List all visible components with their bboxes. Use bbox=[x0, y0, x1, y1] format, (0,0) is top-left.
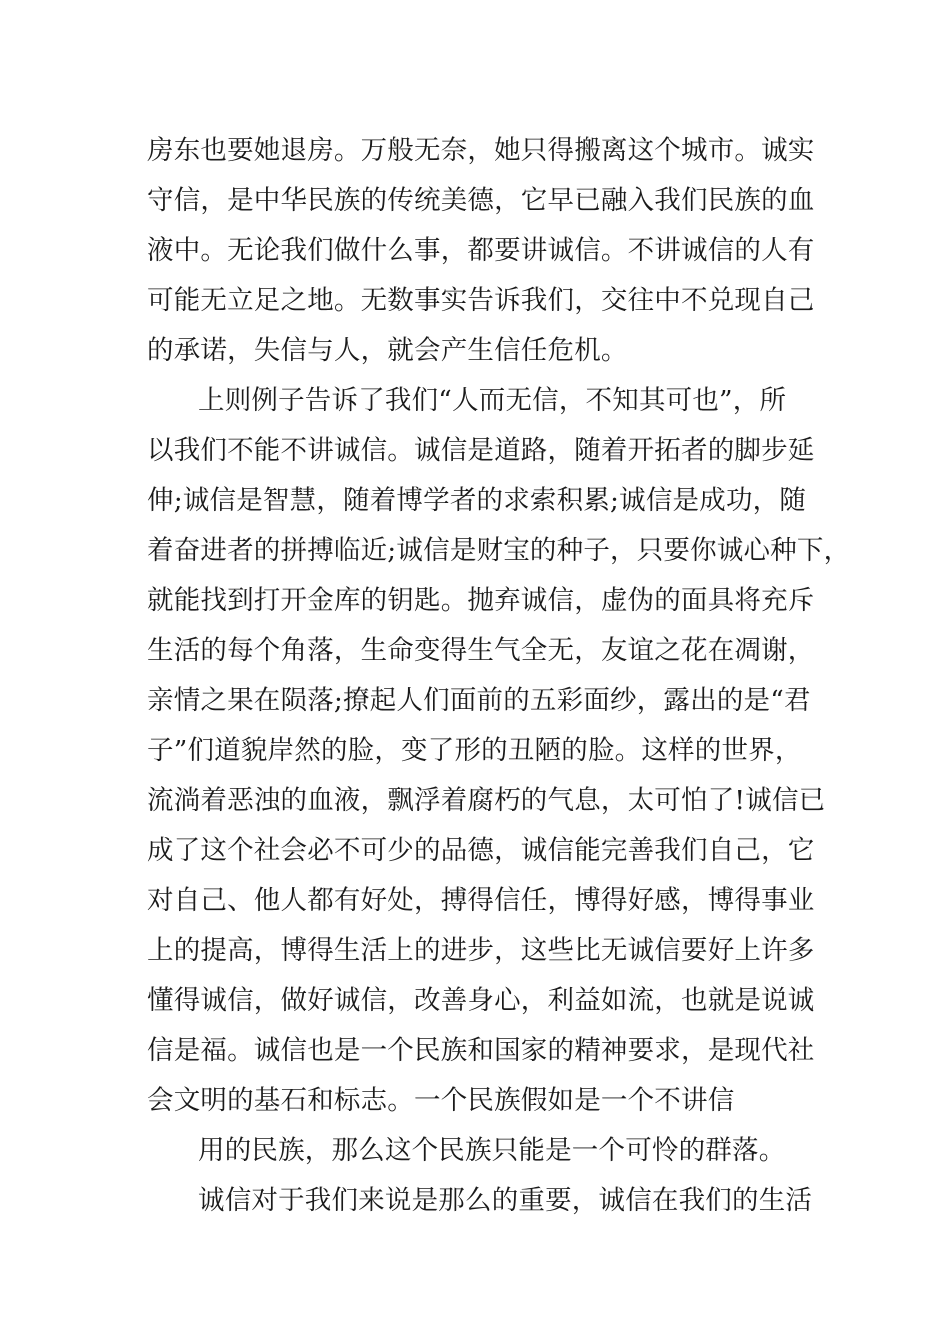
text-line: 上的提高，博得生活上的进步，这些比无诚信要好上许多 bbox=[147, 935, 815, 966]
text-line: 流淌着恶浊的血液，飘浮着腐朽的气息，太可怕了!诚信已 bbox=[147, 785, 826, 816]
text-line: 守信，是中华民族的传统美德，它早已融入我们民族的血 bbox=[147, 185, 815, 216]
text-line: 上则例子告诉了我们“人而无信，不知其可也”，所 bbox=[198, 385, 787, 416]
text-line: 子”们道貌岸然的脸，变了形的丑陋的脸。这样的世界， bbox=[147, 735, 802, 766]
text-line: 信是福。诚信也是一个民族和国家的精神要求，是现代社 bbox=[147, 1035, 815, 1066]
text-line: 诚信对于我们来说是那么的重要，诚信在我们的生活 bbox=[198, 1185, 813, 1216]
text-line: 液中。无论我们做什么事，都要讲诚信。不讲诚信的人有 bbox=[147, 235, 815, 266]
text-line: 就能找到打开金库的钥匙。抛弃诚信，虚伪的面具将充斥 bbox=[147, 585, 815, 616]
text-line: 会文明的基石和标志。一个民族假如是一个不讲信 bbox=[147, 1085, 735, 1116]
text-line: 着奋进者的拼搏临近;诚信是财宝的种子，只要你诚心种下， bbox=[147, 535, 851, 566]
text-line: 成了这个社会必不可少的品德，诚信能完善我们自己，它 bbox=[147, 835, 815, 866]
text-line: 可能无立足之地。无数事实告诉我们，交往中不兑现自己 bbox=[147, 285, 815, 316]
text-line: 懂得诚信，做好诚信，改善身心，利益如流，也就是说诚 bbox=[147, 985, 815, 1016]
text-line: 房东也要她退房。万般无奈，她只得搬离这个城市。诚实 bbox=[147, 135, 815, 166]
text-line: 亲情之果在陨落;撩起人们面前的五彩面纱，露出的是“君 bbox=[147, 685, 811, 716]
text-line: 生活的每个角落，生命变得生气全无，友谊之花在凋谢， bbox=[147, 635, 815, 666]
text-line: 对自己、他人都有好处，搏得信任，博得好感，博得事业 bbox=[147, 885, 815, 916]
text-line: 以我们不能不讲诚信。诚信是道路，随着开拓者的脚步延 bbox=[147, 435, 815, 466]
text-line: 的承诺，失信与人，就会产生信任危机。 bbox=[147, 335, 628, 366]
text-line: 用的民族，那么这个民族只能是一个可怜的群落。 bbox=[198, 1135, 786, 1166]
text-line: 伸;诚信是智慧，随着博学者的求索积累;诚信是成功，随 bbox=[147, 485, 807, 516]
